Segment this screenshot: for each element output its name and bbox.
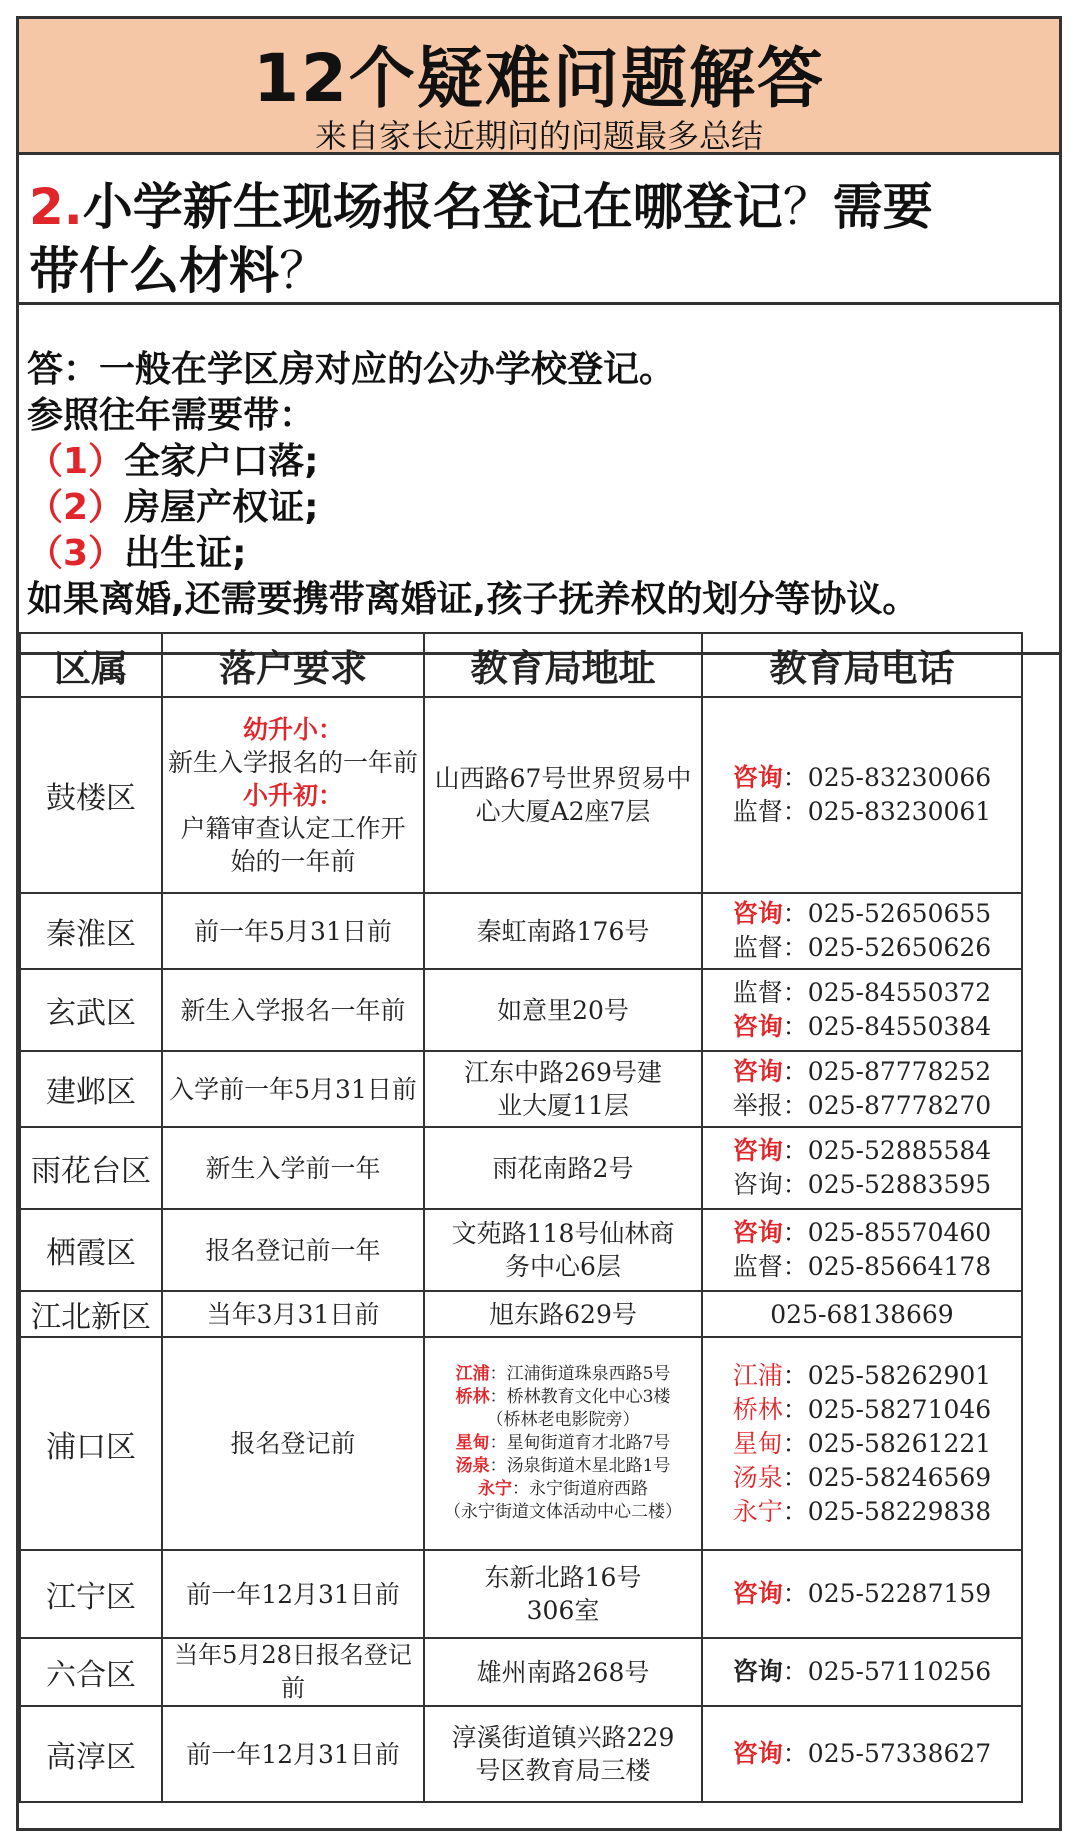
- question-text: [29, 175, 1059, 303]
- phone-line: 监督：025-52650626: [732, 933, 992, 962]
- phone-cell: [702, 1127, 1022, 1209]
- phone-line: 咨询：025-83230066: [732, 763, 992, 792]
- table-header-row: [20, 633, 1022, 697]
- district-cell: 栖霞区: [20, 1209, 162, 1291]
- district-cell: 鼓楼区: [20, 697, 162, 893]
- phone-label: 江浦: [732, 1360, 783, 1390]
- requirement-label: 幼升小：: [242, 714, 343, 744]
- address-line: [425, 1455, 701, 1478]
- column-header: 区属: [20, 633, 162, 697]
- phone-line: 咨询：025-57110256: [732, 1657, 992, 1686]
- phone-label: 监督: [732, 933, 783, 962]
- requirement-cell: [162, 697, 424, 893]
- phone-line: 咨询：025-57338627: [732, 1739, 992, 1768]
- requirement-cell: 前一年12月31日前: [162, 1706, 424, 1802]
- column-header: 落户要求: [162, 633, 424, 697]
- requirement-cell: 入学前一年5月31日前: [162, 1051, 424, 1127]
- phone-label: 桥林: [732, 1394, 783, 1424]
- phone-line: 咨询：025-84550384: [732, 1012, 992, 1041]
- phone-number: 025-57110256: [807, 1657, 992, 1686]
- phone-line: 星甸：025-58261221: [732, 1428, 992, 1458]
- phone-line: 咨询：025-52883595: [732, 1170, 992, 1199]
- requirement-text: 户籍审查认定工作开始的一年前: [180, 813, 406, 876]
- address-line: [425, 1478, 701, 1501]
- address-label: 江浦: [455, 1364, 490, 1384]
- address-label: 星甸: [455, 1433, 490, 1453]
- phone-cell: [702, 969, 1022, 1051]
- phone-number: 025-83230066: [807, 763, 992, 792]
- phone-label: 汤泉: [732, 1462, 783, 1492]
- phone-line: 江浦：025-58262901: [732, 1360, 992, 1390]
- address-label: 汤泉: [455, 1456, 490, 1476]
- phone-cell: [702, 1550, 1022, 1638]
- table-row: [20, 1550, 1022, 1638]
- answer-line-1: 答：一般在学区房对应的公办学校登记。: [27, 349, 676, 390]
- phone-number: 025-52885584: [807, 1136, 992, 1165]
- phone-line: 咨询：025-85570460: [732, 1218, 992, 1247]
- header-banner: [19, 19, 1059, 155]
- phone-number: 025-58271046: [807, 1394, 992, 1424]
- phone-number: 025-52650626: [807, 933, 992, 962]
- table-row: [20, 1337, 1022, 1550]
- table-row: [20, 1051, 1022, 1127]
- address-line: [425, 1501, 701, 1524]
- phone-label: 咨询: [732, 1057, 783, 1086]
- table-row: [20, 1209, 1022, 1291]
- answer-section: [19, 305, 1059, 655]
- requirement-cell: 新生入学前一年: [162, 1127, 424, 1209]
- requirement-cell: 前一年12月31日前: [162, 1550, 424, 1638]
- address-text: ：永宁街道府西路: [512, 1479, 648, 1499]
- address-cell: 文苑路118号仙林商务中心6层: [424, 1209, 702, 1291]
- question-mark-1: ？: [782, 178, 833, 236]
- address-label: 永宁: [478, 1479, 512, 1499]
- address-text: （桥林老电影院旁）: [486, 1410, 640, 1430]
- table-row: [20, 893, 1022, 969]
- requirement-label: 小升初：: [242, 780, 343, 810]
- address-cell: 旭东路629号: [424, 1291, 702, 1337]
- phone-label: 咨询: [732, 1739, 783, 1768]
- district-cell: 六合区: [20, 1638, 162, 1706]
- phone-number: 025-84550372: [807, 978, 992, 1007]
- phone-line: 举报：025-87778270: [732, 1091, 992, 1120]
- question-section: [19, 155, 1059, 305]
- district-cell: 玄武区: [20, 969, 162, 1051]
- item-text: 房屋产权证;: [124, 487, 319, 528]
- phone-line: 汤泉：025-58246569: [732, 1462, 992, 1492]
- phone-line: 咨询：025-52650655: [732, 899, 992, 928]
- phone-number: 025-87778252: [807, 1057, 992, 1086]
- table-row: [20, 697, 1022, 893]
- phone-cell: [702, 1337, 1022, 1550]
- phone-cell: 025-68138669: [702, 1291, 1022, 1337]
- phone-number: 025-58229838: [807, 1496, 992, 1526]
- district-cell: 建邺区: [20, 1051, 162, 1127]
- phone-line: 监督：025-84550372: [732, 978, 992, 1007]
- item-text: 全家户口落;: [124, 441, 319, 482]
- question-part-2: 需要: [832, 178, 933, 236]
- district-cell: 江宁区: [20, 1550, 162, 1638]
- answer-item: [27, 531, 1059, 577]
- phone-label: 永宁: [732, 1496, 783, 1526]
- table-row: [20, 1706, 1022, 1802]
- address-cell: 如意里20号: [424, 969, 702, 1051]
- phone-label: 举报: [732, 1091, 783, 1120]
- phone-label: 咨询: [732, 763, 783, 792]
- requirement-cell: 新生入学报名一年前: [162, 969, 424, 1051]
- phone-line: 监督：025-83230061: [732, 797, 992, 826]
- phone-label: 监督: [732, 1252, 783, 1281]
- item-number: （1）: [27, 441, 125, 482]
- address-line: [425, 1432, 701, 1455]
- phone-line: 咨询：025-52287159: [732, 1579, 992, 1608]
- requirement-cell: 当年5月28日报名登记前: [162, 1638, 424, 1706]
- phone-label: 咨询: [732, 1657, 783, 1686]
- phone-line: 监督：025-85664178: [732, 1252, 992, 1281]
- item-number: （2）: [27, 487, 125, 528]
- district-cell: 江北新区: [20, 1291, 162, 1337]
- requirement-cell: 前一年5月31日前: [162, 893, 424, 969]
- phone-line: 咨询：025-87778252: [732, 1057, 992, 1086]
- page-title: 12个疑难问题解答: [253, 40, 825, 117]
- phone-line: 永宁：025-58229838: [732, 1496, 992, 1526]
- requirement-cell: 报名登记前一年: [162, 1209, 424, 1291]
- phone-number: 025-52883595: [807, 1170, 992, 1199]
- phone-label: 咨询: [732, 1136, 783, 1165]
- phone-number: 025-87778270: [807, 1091, 992, 1120]
- requirement-cell: 报名登记前: [162, 1337, 424, 1550]
- phone-number: 025-83230061: [807, 797, 992, 826]
- question-mark-2: ？: [279, 242, 329, 300]
- phone-line: 桥林：025-58271046: [732, 1394, 992, 1424]
- address-line: [425, 1363, 701, 1386]
- address-line: [425, 1409, 701, 1432]
- district-cell: 高淳区: [20, 1706, 162, 1802]
- question-part-1: 小学新生现场报名登记在哪登记: [82, 178, 783, 236]
- answer-line-2: 参照往年需要带：: [27, 395, 316, 436]
- phone-cell: [702, 1209, 1022, 1291]
- phone-cell: [702, 1051, 1022, 1127]
- phone-number: 025-85664178: [807, 1252, 992, 1281]
- address-line: [425, 1386, 701, 1409]
- address-cell: 雄州南路268号: [424, 1638, 702, 1706]
- address-cell: [424, 1337, 702, 1550]
- phone-number: 025-84550384: [807, 1012, 992, 1041]
- district-cell: 秦淮区: [20, 893, 162, 969]
- item-number: （3）: [27, 533, 125, 574]
- answer-line-last: 如果离婚,还需要携带离婚证,孩子抚养权的划分等协议。: [27, 579, 919, 620]
- address-cell: 山西路67号世界贸易中心大厦A2座7层: [424, 697, 702, 893]
- education-bureau-table: [19, 632, 1023, 1803]
- address-text: ：星甸街道育才北路7号: [489, 1433, 671, 1453]
- phone-label: 咨询: [732, 1170, 783, 1199]
- phone-number: 025-52287159: [807, 1579, 992, 1608]
- address-cell: 淳溪街道镇兴路229号区教育局三楼: [424, 1706, 702, 1802]
- phone-cell: [702, 893, 1022, 969]
- requirement-cell: 当年3月31日前: [162, 1291, 424, 1337]
- address-text: ：汤泉街道木星北路1号: [489, 1456, 671, 1476]
- phone-cell: [702, 697, 1022, 893]
- phone-number: 025-52650655: [807, 899, 992, 928]
- address-cell: 秦虹南路176号: [424, 893, 702, 969]
- phone-number: 025-85570460: [807, 1218, 992, 1247]
- column-header: 教育局地址: [424, 633, 702, 697]
- answer-item: [27, 485, 1059, 531]
- table-row: [20, 969, 1022, 1051]
- address-cell: 东新北路16号306室: [424, 1550, 702, 1638]
- table-row: [20, 1291, 1022, 1337]
- question-number: 2.: [29, 178, 83, 236]
- phone-number: 025-58246569: [807, 1462, 992, 1492]
- phone-label: 监督: [732, 797, 783, 826]
- phone-label: 咨询: [732, 1012, 783, 1041]
- phone-label: 星甸: [732, 1428, 783, 1458]
- column-header: 教育局电话: [702, 633, 1022, 697]
- phone-cell: [702, 1638, 1022, 1706]
- phone-cell: [702, 1706, 1022, 1802]
- address-cell: 雨花南路2号: [424, 1127, 702, 1209]
- address-label: 桥林: [455, 1387, 490, 1407]
- district-cell: 雨花台区: [20, 1127, 162, 1209]
- address-text: （永宁街道文体活动中心二楼）: [444, 1502, 682, 1522]
- address-text: ：桥林教育文化中心3楼: [489, 1387, 671, 1407]
- item-text: 出生证;: [124, 533, 247, 574]
- phone-label: 咨询: [732, 1218, 783, 1247]
- phone-label: 咨询: [732, 899, 783, 928]
- phone-line: 咨询：025-52885584: [732, 1136, 992, 1165]
- page-subtitle: 来自家长近期问的问题最多总结: [314, 117, 763, 155]
- address-text: ：江浦街道珠泉西路5号: [489, 1364, 671, 1384]
- table-row: [20, 1127, 1022, 1209]
- question-part-3: 带什么材料: [29, 242, 279, 300]
- phone-label: 咨询: [732, 1579, 783, 1608]
- district-cell: 浦口区: [20, 1337, 162, 1550]
- requirement-text: 新生入学报名的一年前: [167, 747, 418, 777]
- phone-number: 025-57338627: [807, 1739, 992, 1768]
- table-row: [20, 1638, 1022, 1706]
- phone-number: 025-58262901: [807, 1360, 992, 1390]
- phone-label: 监督: [732, 978, 783, 1007]
- address-cell: 江东中路269号建业大厦11层: [424, 1051, 702, 1127]
- phone-number: 025-58261221: [807, 1428, 992, 1458]
- answer-item: [27, 439, 1059, 485]
